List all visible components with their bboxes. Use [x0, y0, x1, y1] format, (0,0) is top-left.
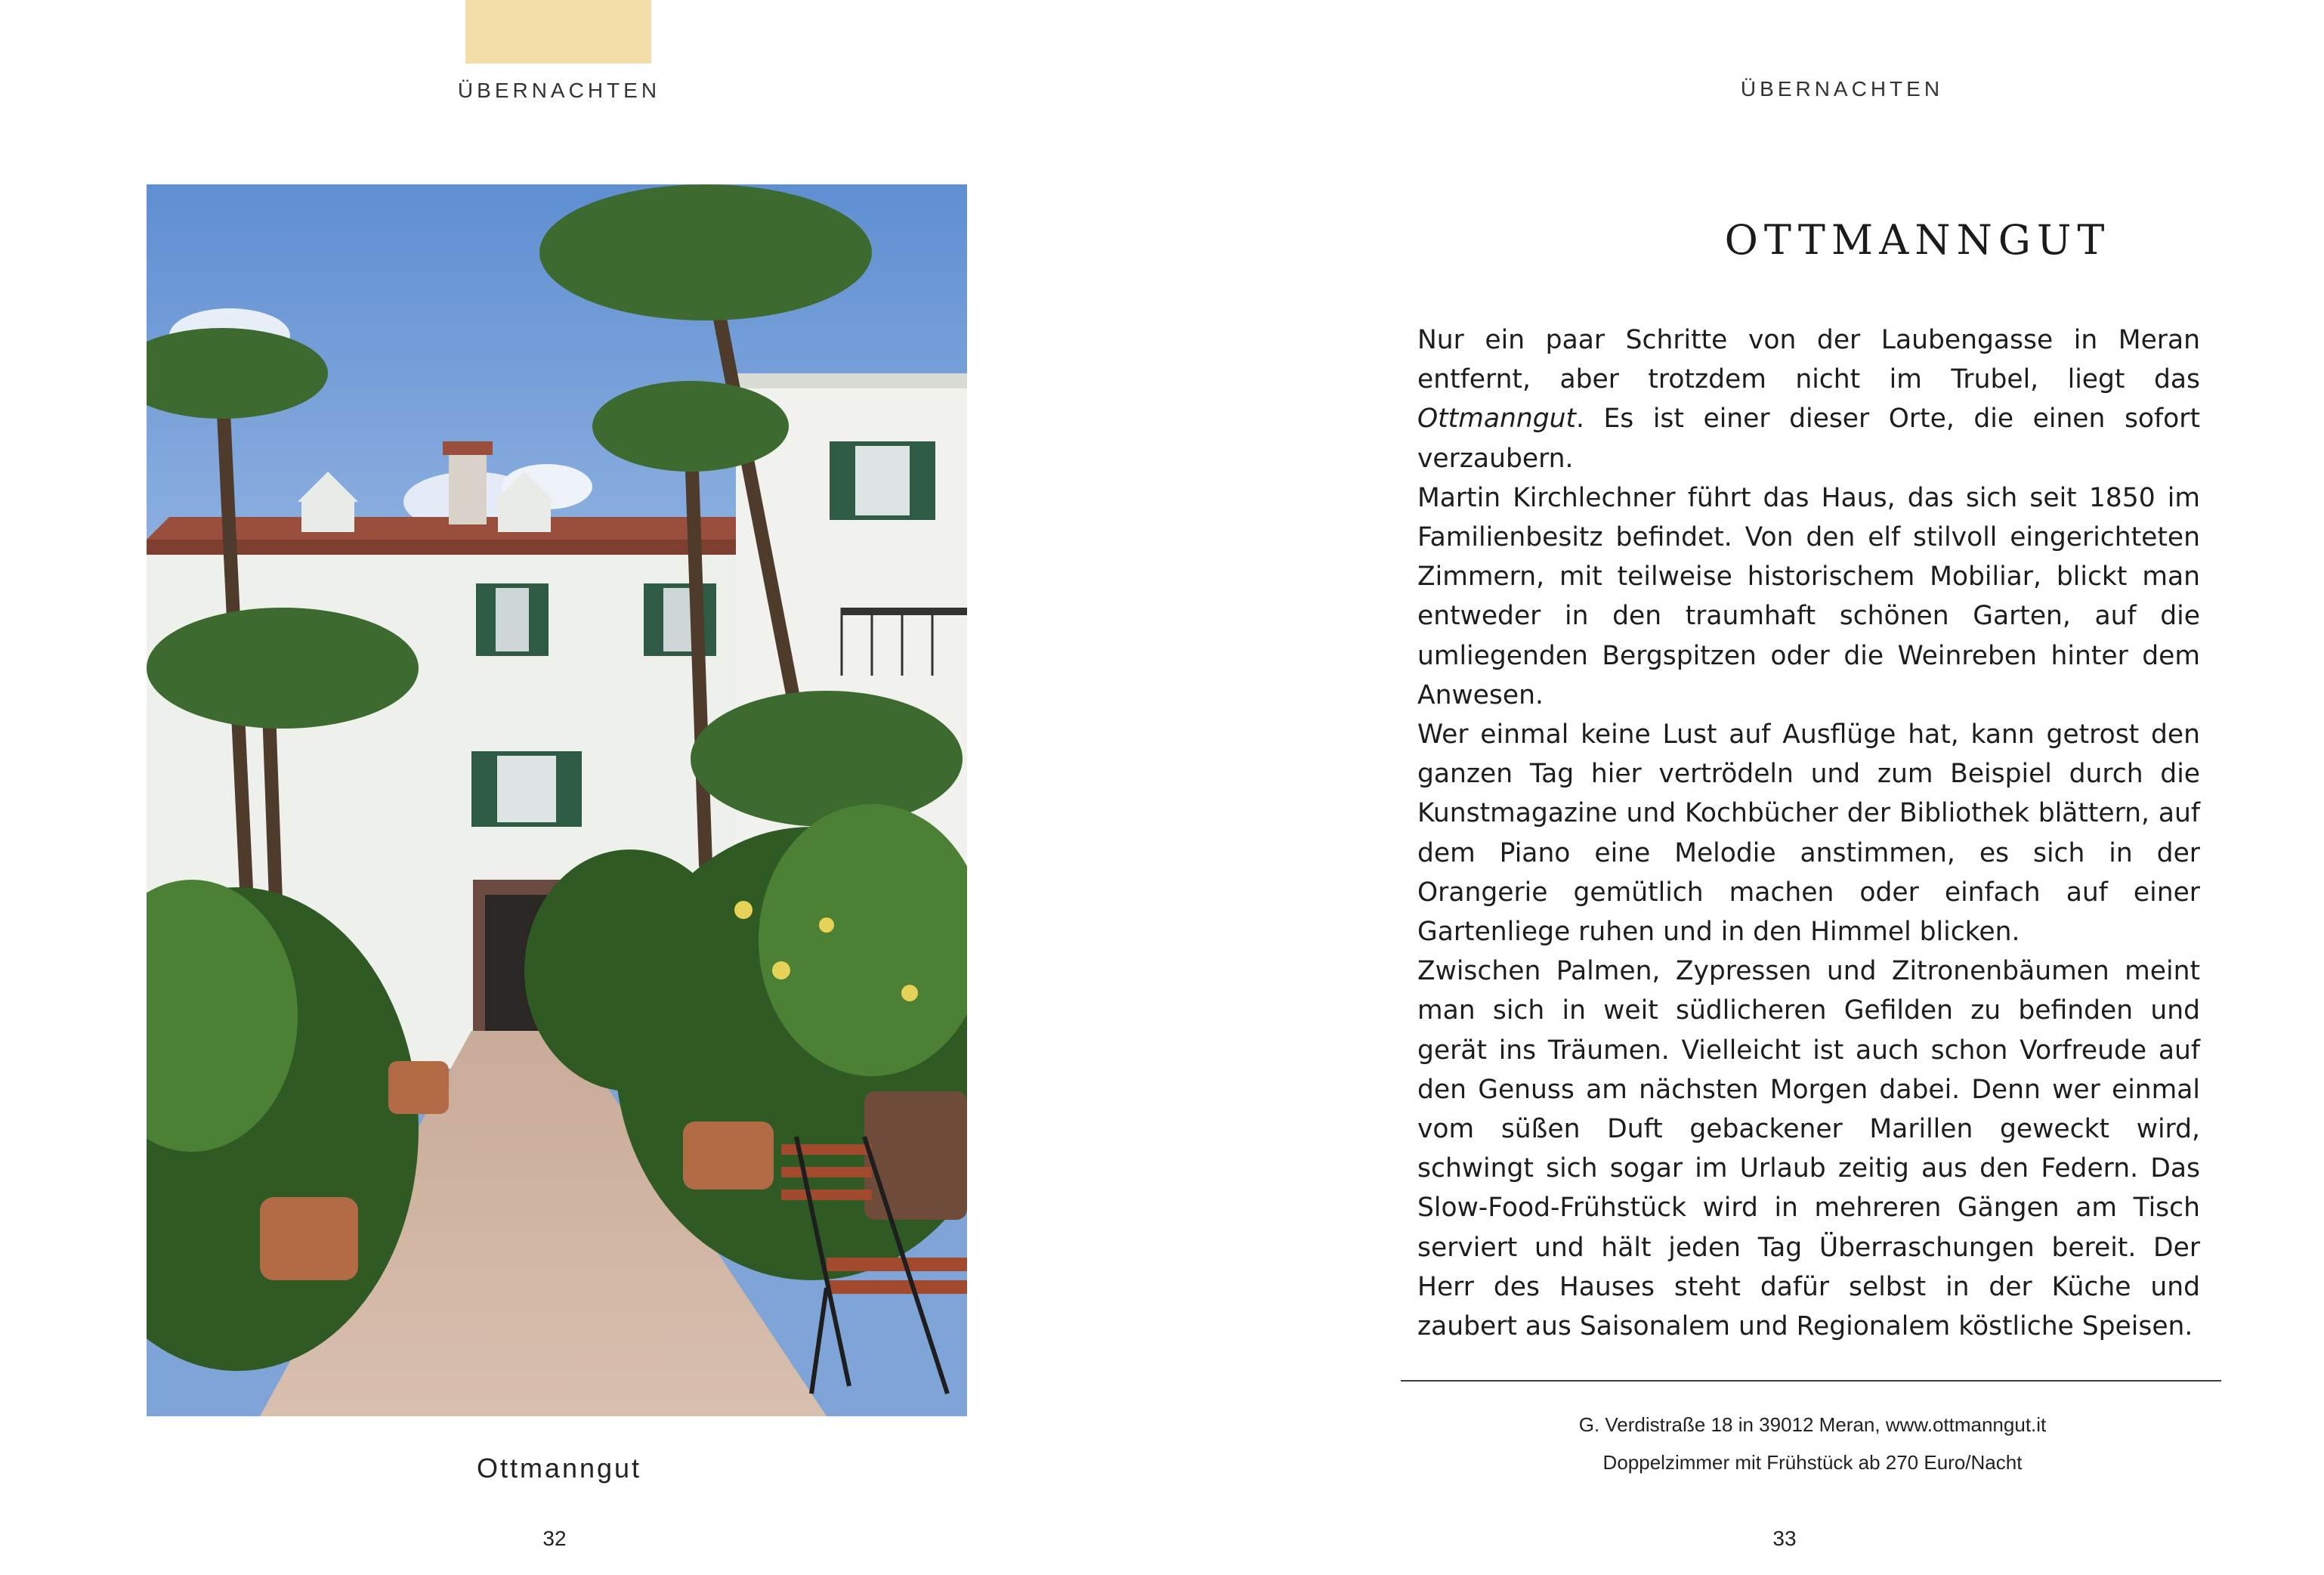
paragraph: Martin Kirchlechner führt das Haus, das sich seit 1850 im Familienbesitz befindet. Von den elf stilvoll eingerichteten Zimmern, mit teilweise historischem Mobiliar, blickt man entweder in den traumhaft schönen Garten, auf die umliegenden Bergspitzen oder die Weinreben hinter dem Anwesen. [1417, 482, 2200, 710]
hotel-name-emphasis: Ottmanngut [1417, 404, 1576, 435]
page-number-right: 33 [1772, 1527, 1797, 1550]
paragraph: Wer einmal keine Lust auf Ausflüge hat, kann getrost den ganzen Tag hier vertrödeln und zum Beispiel durch die Kunstmagazine und Kochbücher der Bibliothek blättern, auf dem Piano eine Melodie anstimmen, es sich in der Orangerie gemütlich machen oder einfach auf einer Gartenliege ruhen und in den Himmel blicken. [1417, 719, 2200, 948]
divider-rule [1401, 1380, 2221, 1382]
hotel-garden-photo [147, 184, 967, 1416]
address-line: G. Verdistraße 18 in 39012 Meran, www.ottmanngut.it [1578, 1413, 2047, 1436]
paragraph: Zwischen Palmen, Zypressen und Zitronenbäumen meint man sich in weit südlicheren Gefilden zu befinden und gerät ins Träumen. Vielleicht ist auch schon Vorfreude auf den Genuss am nächsten Morgen dabei. Denn wer einmal vom süßen Duft gebackener Marillen geweckt wird, schwingt sich sogar im Urlaub zeitig aus den Federn. Das Slow-Food-Frühstück wird in mehreren Gängen am Tisch serviert und hält jeden Tag Überraschungen bereit. Der Herr des Hauses steht dafür selbst in der Küche und zaubert aus Saisonalem und Regionalem köstliche Speisen. [1417, 956, 2200, 1342]
page-number-left: 32 [542, 1527, 567, 1550]
paragraph [1417, 320, 2200, 478]
article-body [1417, 320, 2200, 1346]
section-tab-marker [465, 0, 651, 63]
right-page [1162, 0, 2324, 1575]
paragraph-text: Nur ein paar Schritte von der Laubengasse in Meran entfernt, aber trotzdem nicht im Trubel, liegt das [1417, 325, 2200, 395]
section-header-right: ÜBERNACHTEN [1740, 77, 1944, 101]
section-header-left: ÜBERNACHTEN [457, 79, 661, 102]
photo-caption: Ottmanngut [476, 1453, 642, 1484]
price-line: Doppelzimmer mit Frühstück ab 270 Euro/Nacht [1602, 1451, 2023, 1474]
paragraph-text: . Es ist einer dieser Orte, die einen sofort verzaubern. [1417, 404, 2200, 474]
article-title: OTTMANNGUT [1724, 216, 2111, 264]
